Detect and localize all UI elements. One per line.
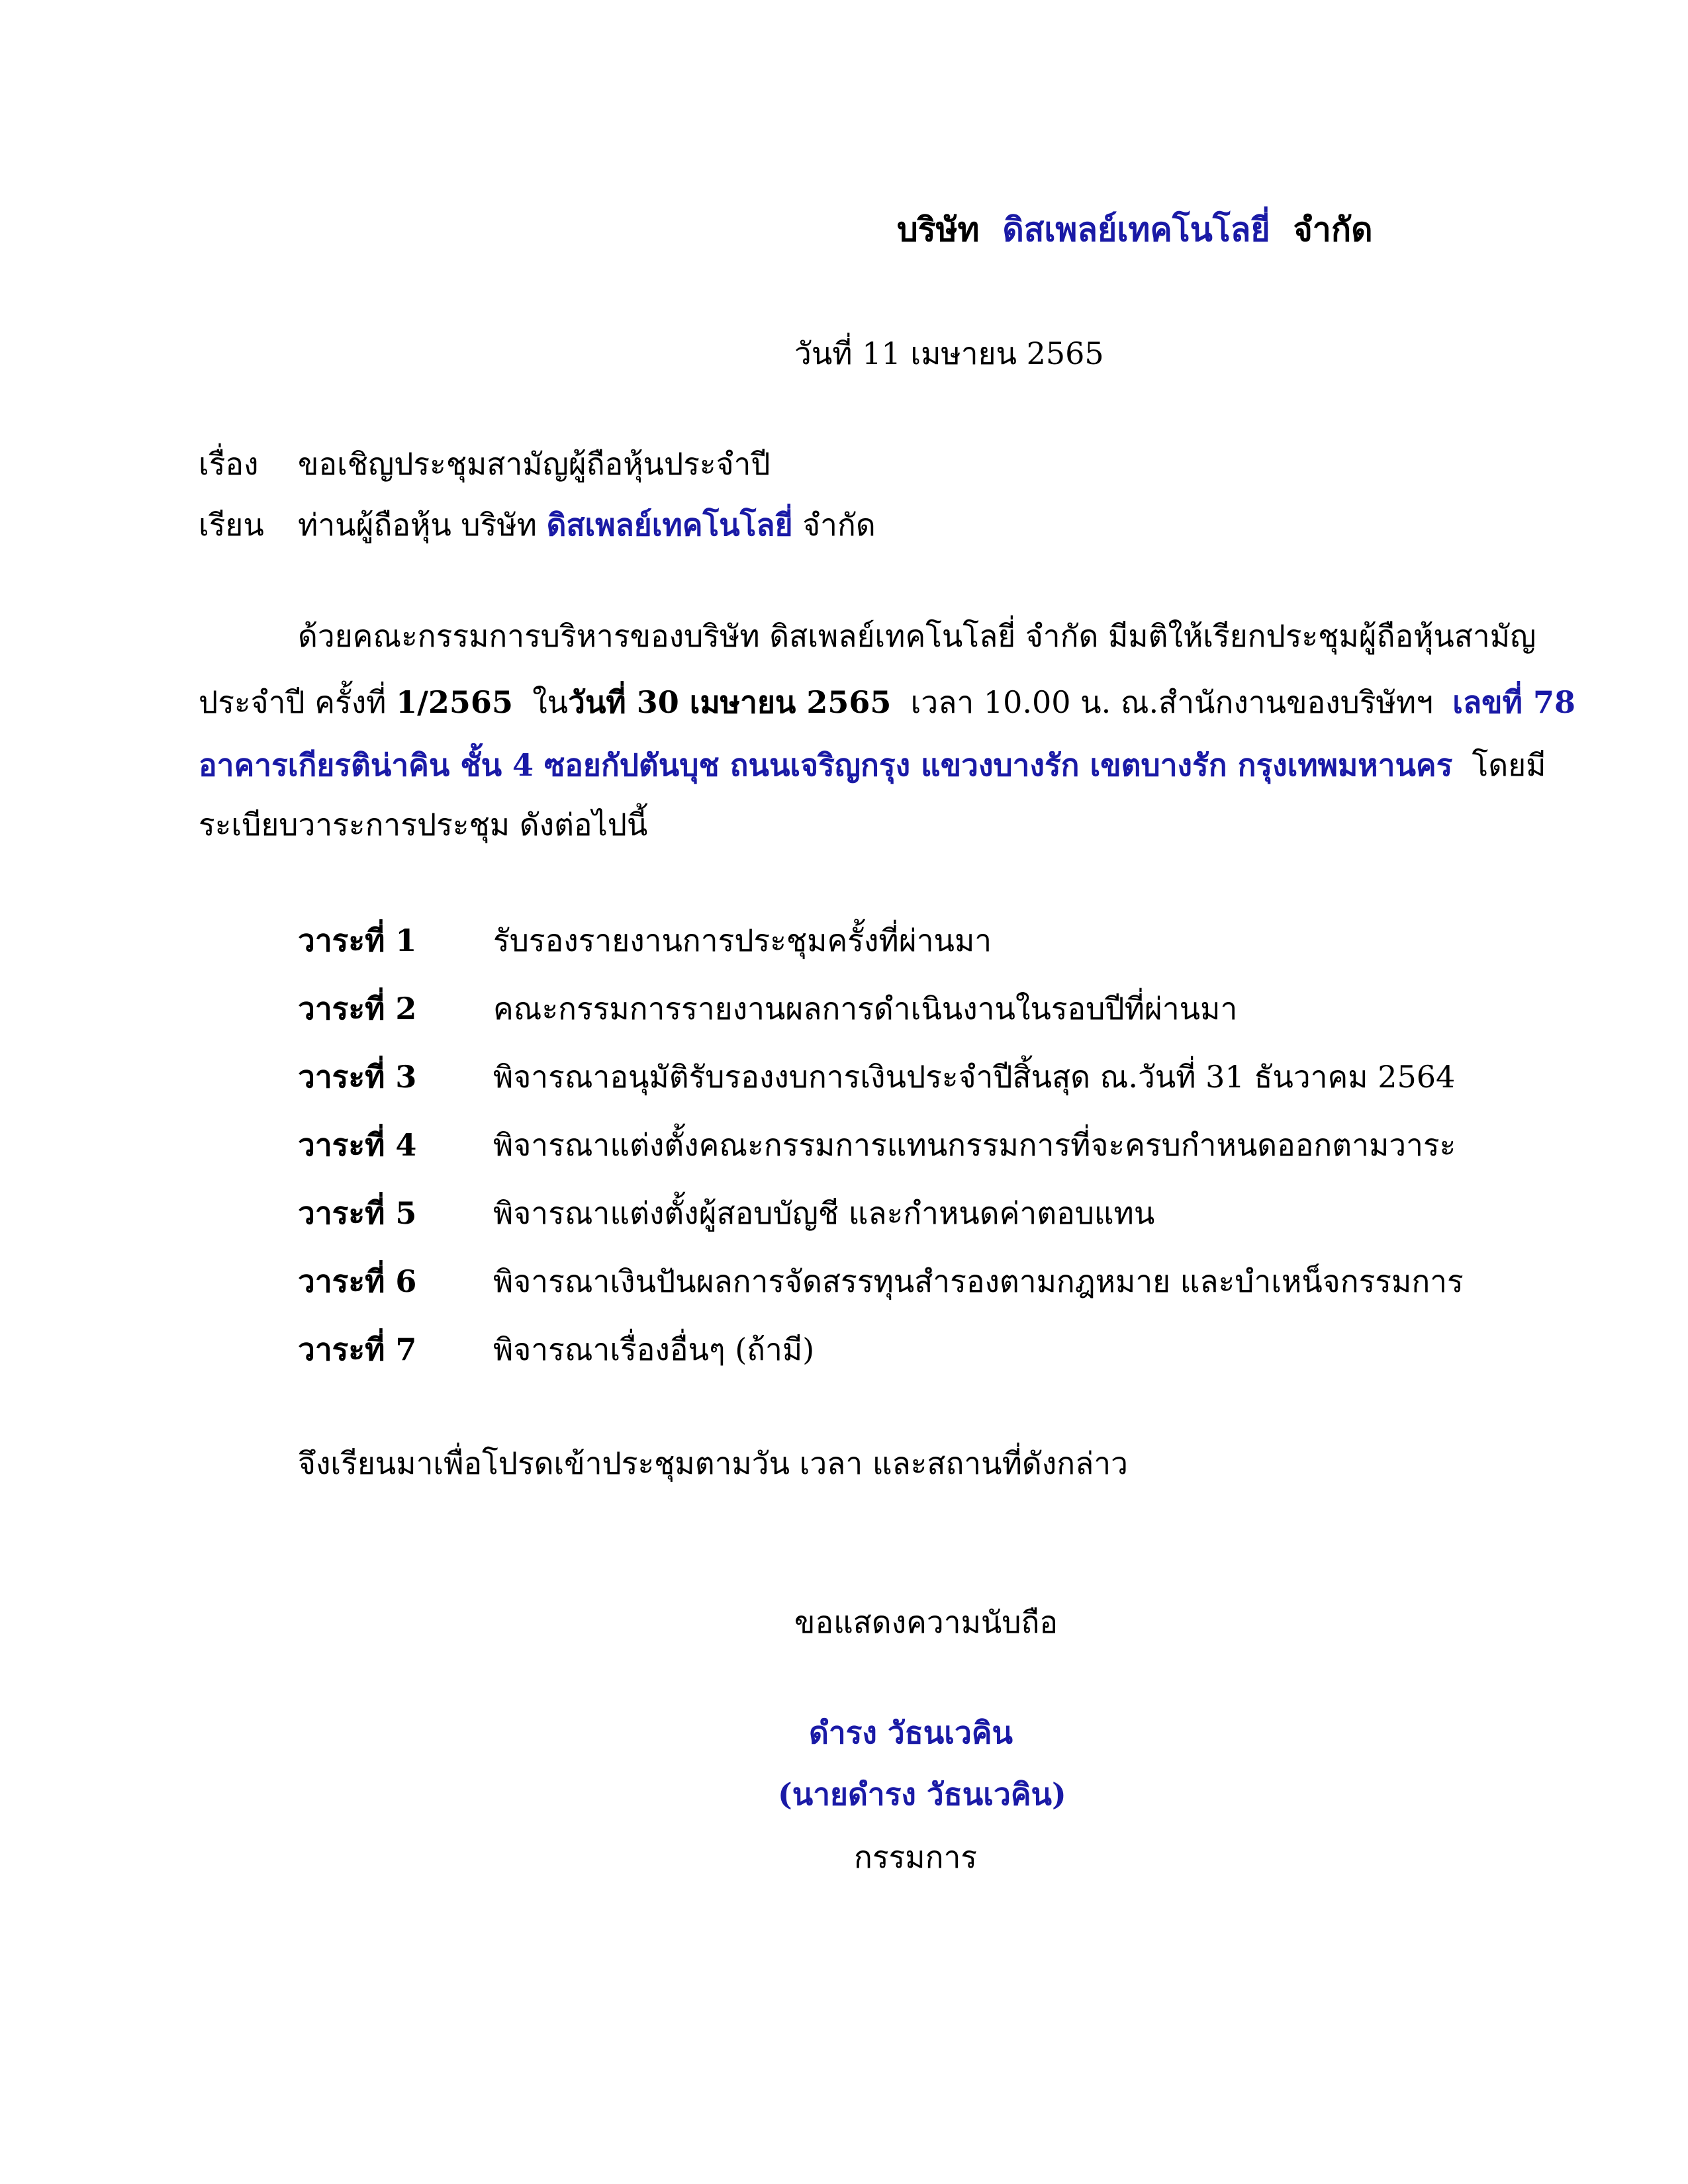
regards: ขอแสดงความนับถือ [794,1604,1058,1640]
agenda-label: วาระที่ 2 [298,991,417,1026]
agenda-label: วาระที่ 3 [298,1059,417,1095]
body-line-2-time-place: เวลา 10.00 น. ณ.สำนักงานของบริษัทฯ [910,684,1433,720]
meeting-number: 1/2565 [396,684,513,720]
agenda-text: พิจารณาแต่งตั้งคณะกรรมการแทนกรรมการที่จะครบกำหนดออกตามวาระ [493,1127,1456,1163]
recipient-label: เรียน [199,507,264,543]
recipient-suffix: จำกัด [802,507,876,543]
body-line-2-start: ประจำปี ครั้งที่ [199,684,387,720]
address-number: เลขที่ 78 [1452,684,1575,720]
body-line-2-in: ใน [532,684,569,720]
subject-label: เรื่อง [199,446,259,482]
agenda-text: พิจารณาอนุมัติรับรองงบการเงินประจำปีสิ้นสุด ณ.วันที่ 31 ธันวาคม 2564 [493,1059,1456,1095]
closing-line: จึงเรียนมาเพื่อโปรดเข้าประชุมตามวัน เวลา และสถานที่ดังกล่าว [298,1445,1128,1481]
agenda-label: วาระที่ 7 [298,1332,417,1367]
agenda-text: พิจารณาเงินปันผลการจัดสรรทุนสำรองตามกฎหมาย และบำเหน็จกรรมการ [493,1263,1464,1299]
agenda-text: คณะกรรมการรายงานผลการดำเนินงานในรอบปีที่ผ่านมา [493,991,1238,1026]
recipient-line [298,508,876,543]
body-line-2 [199,685,1575,720]
letter-date: วันที่ 11 เมษายน 2565 [794,336,1104,371]
address-detail: อาคารเกียรติน่าคิน ชั้น 4 ซอยกัปตันบุช ถนนเจริญกรุง แขวงบางรัก เขตบางรัก กรุงเทพมหานคร [199,747,1453,783]
body-line-4: ระเบียบวาระการประชุม ดังต่อไปนี้ [199,807,648,842]
agenda-label: วาระที่ 5 [298,1195,417,1231]
agenda-label: วาระที่ 4 [298,1127,417,1163]
company-suffix: จำกัด [1293,210,1373,249]
signatory-title: กรรมการ [854,1839,977,1875]
recipient-company-name: ดิสเพลย์เทคโนโลยี่ [546,507,793,543]
body-line-3-end: โดยมี [1472,747,1546,783]
company-header [897,210,1373,249]
full-name: (นายดำรง วัธนเวคิน) [778,1776,1066,1812]
signed-name: ดำรง วัธนเวคิน [809,1715,1013,1751]
body-line-1: ด้วยคณะกรรมการบริหารของบริษัท ดิสเพลย์เทคโนโลยี่ จำกัด มีมติให้เรียกประชุมผู้ถือหุ้นสามัญ [298,618,1536,654]
agenda-label: วาระที่ 1 [298,923,417,958]
subject-text: ขอเชิญประชุมสามัญผู้ถือหุ้นประจำปี [298,446,771,482]
company-name: ดิสเพลย์เทคโนโลยี่ [1002,210,1270,249]
company-prefix: บริษัท [897,210,980,249]
agenda-label: วาระที่ 6 [298,1263,417,1299]
agenda-text: พิจารณาเรื่องอื่นๆ (ถ้ามี) [493,1332,815,1367]
body-line-3 [199,748,1546,783]
meeting-date: วันที่ 30 เมษายน 2565 [568,684,892,720]
agenda-text: พิจารณาแต่งตั้งผู้สอบบัญชี และกำหนดค่าตอบแทน [493,1195,1155,1231]
agenda-text: รับรองรายงานการประชุมครั้งที่ผ่านมา [493,923,992,958]
recipient-prefix: ท่านผู้ถือหุ้น บริษัท [298,507,537,543]
